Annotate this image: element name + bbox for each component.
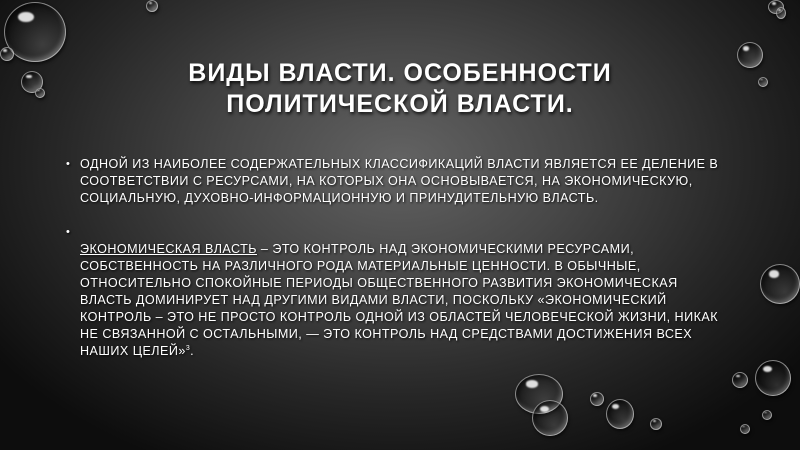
- water-drop-decoration: [606, 399, 634, 429]
- water-drop-decoration: [762, 410, 772, 420]
- water-drop-decoration: [146, 0, 158, 12]
- water-drop-decoration: [590, 392, 604, 406]
- water-drop-decoration: [532, 400, 568, 436]
- bullet-text-classification: • ОДНОЙ ИЗ НАИБОЛЕЕ СОДЕРЖАТЕЛЬНЫХ КЛАССИФИКАЦИЙ ВЛАСТИ ЯВЛЯЕТСЯ ЕЕ ДЕЛЕНИЕ В СООТВЕТСТВИИ С РЕСУРСАМИ, НА КОТОРЫХ ОНА ОСНОВЫВАЕТСЯ, НА ЭКОНОМИЧЕСКУЮ, СОЦИАЛЬНУЮ, ДУХОВНО-ИНФОРМАЦИОННУЮ И ПРИНУДИТЕЛЬНУЮ ВЛАСТЬ.: [80, 157, 719, 205]
- water-drop-decoration: [650, 418, 662, 430]
- bullet-item-economic-power: [66, 224, 728, 360]
- bullet-item-classification: [66, 156, 728, 207]
- slide-title-line-1: ВИДЫ ВЛАСТИ. ОСОБЕННОСТИ: [188, 59, 612, 87]
- bullet-empty-line: [80, 224, 728, 241]
- water-drop-decoration: [776, 7, 786, 19]
- water-drop-decoration: [35, 88, 45, 98]
- water-drop-decoration: [737, 42, 763, 68]
- sentence-end: .: [190, 344, 195, 358]
- economic-power-definition: – ЭТО КОНТРОЛЬ НАД ЭКОНОМИЧЕСКИМИ РЕСУРСАМИ, СОБСТВЕННОСТЬ НА РАЗЛИЧНОГО РОДА МАТЕРИАЛЬНЫЕ ЦЕННОСТИ. В ОБЫЧНЫЕ, ОТНОСИТЕЛЬНО СПОКОЙНЫЕ ПЕРИОДЫ ОБЩЕСТВЕННОГО РАЗВИТИЯ ЭКОНОМИЧЕСКАЯ ВЛАСТЬ ДОМИНИРУЕТ НАД ДРУГИМИ ВИДАМИ ВЛАСТИ, ПОСКОЛЬКУ «ЭКОНОМИЧЕСКИЙ КОНТРОЛЬ – ЭТО НЕ ПРОСТО КОНТРОЛЬ ОДНОЙ ИЗ ОБЛАСТЕЙ ЧЕЛОВЕЧЕСКОЙ ЖИЗНИ, НИКАК НЕ СВЯЗАННОЙ С ОСТАЛЬНЫМИ, — ЭТО КОНТРОЛЬ НАД СРЕДСТВАМИ ДОСТИЖЕНИЯ ВСЕХ НАШИХ ЦЕЛЕЙ»: [80, 242, 719, 358]
- economic-power-term: ЭКОНОМИЧЕСКАЯ ВЛАСТЬ: [80, 242, 257, 256]
- water-drop-decoration: [740, 424, 750, 434]
- water-drop-decoration: [732, 372, 748, 388]
- water-drop-decoration: [758, 77, 768, 87]
- bullet-paragraph-economic-power: [80, 241, 728, 360]
- slide-title-line-2: ПОЛИТИЧЕСКОЙ ВЛАСТИ.: [226, 90, 574, 118]
- water-drop-decoration: [760, 264, 800, 304]
- bullet-list: [66, 156, 728, 360]
- water-drop-decoration: [755, 360, 791, 396]
- footnote-marker: 3: [185, 344, 191, 352]
- slide-title: [120, 58, 680, 120]
- water-drop-decoration: [0, 47, 14, 61]
